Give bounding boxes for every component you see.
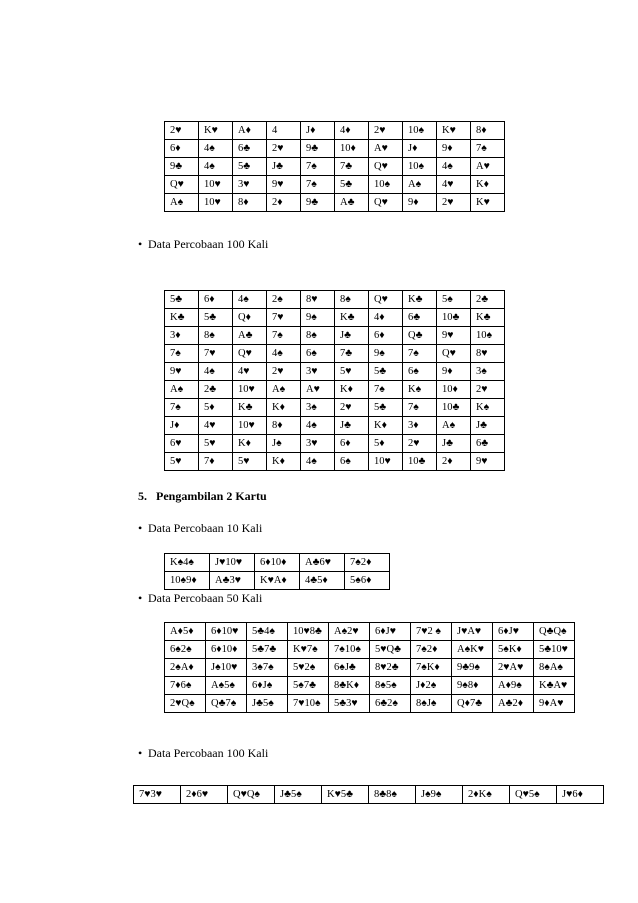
table-cell: K♦	[267, 453, 301, 471]
table-cell: 6♦10♦	[255, 554, 300, 572]
table-cell: 6♠J♣	[329, 659, 370, 677]
table-cell: A♠5♠	[206, 677, 247, 695]
table-cell: 9♠8♦	[452, 677, 493, 695]
bullet-100-kali-2	[138, 746, 269, 761]
table-cell: 10♥	[199, 176, 233, 194]
table-cell: 9♥	[437, 327, 471, 345]
table-cell: Q♥	[369, 291, 403, 309]
table-cell: 5♦	[199, 399, 233, 417]
table-cell: J♥A♥	[452, 623, 493, 641]
table-row	[165, 677, 575, 695]
table-cell: 9♦	[437, 363, 471, 381]
table-cell: 6♦10♥	[206, 623, 247, 641]
table-cell: 10♦	[437, 381, 471, 399]
table-cell: 4♦	[369, 309, 403, 327]
table-cell: J♣	[267, 158, 301, 176]
table-cell: 4♠	[199, 158, 233, 176]
table-row	[165, 435, 505, 453]
table-cell: 9♣	[301, 140, 335, 158]
table-cell: 5♦	[369, 435, 403, 453]
table-cell: 7♥	[267, 309, 301, 327]
table-cell: 4♠	[301, 417, 335, 435]
table-cell: 3♠	[301, 399, 335, 417]
table-cell: J♦	[403, 140, 437, 158]
table-cell: Q♥	[437, 345, 471, 363]
table-cell: Q♣Q♠	[534, 623, 575, 641]
table-row	[165, 345, 505, 363]
table-row	[165, 309, 505, 327]
table-cell: 8♠A♠	[534, 659, 575, 677]
table-cell: J♠10♥	[206, 659, 247, 677]
table-row	[165, 176, 505, 194]
bullet-dot: •	[138, 591, 143, 605]
table-cell: 6♦10♦	[206, 641, 247, 659]
table-cell: 8♣8♠	[369, 786, 416, 804]
table-cell: A♠K♥	[452, 641, 493, 659]
table-cell: 6♦J♥	[493, 623, 534, 641]
table-cell: 2♥	[369, 122, 403, 140]
table-cell: Q♣	[403, 327, 437, 345]
table-cell: 8♠	[301, 327, 335, 345]
table-cell: 5♥2♠	[288, 659, 329, 677]
bullet-label: Data Percobaan 50 Kali	[148, 591, 263, 605]
table-cell: Q♦7♣	[452, 695, 493, 713]
table-cell: 5♠6♦	[345, 572, 390, 590]
table-row	[165, 417, 505, 435]
bullet-label: Data Percobaan 100 Kali	[148, 746, 269, 760]
table-cell: 4♣5♦	[300, 572, 345, 590]
table-cell: A♦9♠	[493, 677, 534, 695]
table-cell: K♣	[233, 399, 267, 417]
table-cell: K♣	[335, 309, 369, 327]
table-cell: 10♥	[369, 453, 403, 471]
table-cell: J♣5♠	[275, 786, 322, 804]
table-row	[165, 453, 505, 471]
table-cell: 5♣	[233, 158, 267, 176]
table-cell: 7♠	[165, 399, 199, 417]
table-row	[165, 291, 505, 309]
table-cell: 10♠	[403, 158, 437, 176]
table-cell: K♦	[233, 435, 267, 453]
table-cell: K♠4♠	[165, 554, 210, 572]
table-cell: 7♠2♦	[345, 554, 390, 572]
table-cell: 7♠	[301, 176, 335, 194]
table-cell: 5♥	[335, 363, 369, 381]
table-cell: 10♣	[437, 399, 471, 417]
table-row	[165, 695, 575, 713]
table-cell: Q♦	[233, 309, 267, 327]
table-cell: 7♠	[267, 327, 301, 345]
table-cell: A♠2♥	[329, 623, 370, 641]
table-cell: 9♣9♠	[452, 659, 493, 677]
table-cell: 6♦J♥	[370, 623, 411, 641]
table-cell: 6♣	[233, 140, 267, 158]
table-cell: 2♥	[471, 381, 505, 399]
table-cell: J♠9♠	[416, 786, 463, 804]
table-cell: Q♥	[233, 345, 267, 363]
table-cell: A♠	[437, 417, 471, 435]
table-cell: 5♣10♥	[534, 641, 575, 659]
table-cell: 2♠	[267, 291, 301, 309]
table-cell: 3♠7♠	[247, 659, 288, 677]
table-cell: 8♥	[301, 291, 335, 309]
table-row	[134, 786, 604, 804]
table-cell: 5♠7♣	[288, 677, 329, 695]
table-cell: 10♥	[199, 194, 233, 212]
table-cell: K♣	[403, 291, 437, 309]
table-cell: A♣2♦	[493, 695, 534, 713]
table-cell: 7♦	[199, 453, 233, 471]
table-cell: 2♥	[267, 363, 301, 381]
table-cell: 9♦	[437, 140, 471, 158]
table-cell: 9♦	[403, 194, 437, 212]
table-cell: 4♠	[301, 453, 335, 471]
table-cell: 10♦	[335, 140, 369, 158]
table-cell: 8♠5♠	[370, 677, 411, 695]
table-cell: 7♦6♠	[165, 677, 206, 695]
table-row	[165, 399, 505, 417]
table-cell: 6♦	[165, 140, 199, 158]
table-cell: A♥	[301, 381, 335, 399]
table-cell: 6♥	[165, 435, 199, 453]
table-cell: K♦	[369, 417, 403, 435]
table-cell: 2♠A♦	[165, 659, 206, 677]
table-cell: K♥	[471, 194, 505, 212]
table-cell: A♣	[233, 327, 267, 345]
bullet-label: Data Percobaan 100 Kali	[148, 237, 269, 251]
table-cell: 8♠J♠	[411, 695, 452, 713]
table-cell: 3♠	[471, 363, 505, 381]
table-cell: 3♥	[301, 435, 335, 453]
table-cell: 2♣	[199, 381, 233, 399]
table-cell: 3♥	[233, 176, 267, 194]
table-cell: A♣6♥	[300, 554, 345, 572]
table-cell: 5♥	[233, 453, 267, 471]
table-cell: 10♥	[233, 381, 267, 399]
table-cell: 10♠9♦	[165, 572, 210, 590]
table-row	[165, 572, 390, 590]
table-cell: 5♣7♣	[247, 641, 288, 659]
table-cell: 4	[267, 122, 301, 140]
table-cell: 4♥	[437, 176, 471, 194]
table-cell: A♦5♦	[165, 623, 206, 641]
table-100-results	[164, 290, 505, 471]
table-row	[165, 363, 505, 381]
table-cell: J♦2♠	[411, 677, 452, 695]
table-cell: 3♦	[403, 417, 437, 435]
bullet-100-kali-1	[138, 237, 269, 252]
table-cell: 10♥8♣	[288, 623, 329, 641]
table-cell: A♥	[369, 140, 403, 158]
table-cell: 3♥	[301, 363, 335, 381]
bullet-50-kali	[138, 591, 263, 606]
table-cell: J♣	[335, 327, 369, 345]
table-cell: K♣	[471, 309, 505, 327]
table-cell: K♥	[437, 122, 471, 140]
table-cell: Q♥Q♠	[228, 786, 275, 804]
table-cell: 7♠10♠	[329, 641, 370, 659]
table-cell: A♣	[335, 194, 369, 212]
table-cell: J♦	[301, 122, 335, 140]
table-cell: 10♥	[233, 417, 267, 435]
table-cell: 9♥	[165, 363, 199, 381]
table-cell: 8♣K♦	[329, 677, 370, 695]
table-cell: 3♦	[165, 327, 199, 345]
table-cell: 7♠	[165, 345, 199, 363]
table-cell: J♦	[165, 417, 199, 435]
table-cell: 9♣	[165, 158, 199, 176]
bullet-dot: •	[138, 521, 143, 535]
table-cell: 5♥Q♣	[370, 641, 411, 659]
table-cell: A♠	[165, 381, 199, 399]
table-cell: 6♣	[403, 309, 437, 327]
table-cell: 2♣	[471, 291, 505, 309]
table-cell: J♠	[267, 435, 301, 453]
table-cell: 6♣2♠	[370, 695, 411, 713]
table-cell: 5♣	[369, 399, 403, 417]
table-cell: 6♦	[335, 435, 369, 453]
table-cell: 2♦K♠	[463, 786, 510, 804]
table-cell: 9♥	[471, 453, 505, 471]
table-cell: K♥5♣	[322, 786, 369, 804]
table-cell: A♠	[267, 381, 301, 399]
bullet-10-kali	[138, 521, 263, 536]
table-row	[165, 554, 390, 572]
table-cell: 8♥	[471, 345, 505, 363]
table-cell: 7♠	[403, 345, 437, 363]
table-cell: 5♣3♥	[329, 695, 370, 713]
table-cell: 7♠	[301, 158, 335, 176]
table-cell: 7♠2♦	[411, 641, 452, 659]
table-cell: 5♥	[165, 453, 199, 471]
table-row	[165, 158, 505, 176]
table-cell: 5♣	[369, 363, 403, 381]
table-cell: 7♥2 ♠	[411, 623, 452, 641]
table-cell: A♠	[165, 194, 199, 212]
table-cell: 10♠	[369, 176, 403, 194]
table-row	[165, 122, 505, 140]
table-cell: 9♣	[301, 194, 335, 212]
table-cell: Q♣7♠	[206, 695, 247, 713]
table-cell: A♣3♥	[210, 572, 255, 590]
section-heading-text: 5. Pengambilan 2 Kartu	[138, 489, 267, 503]
table-cell: 4♠	[267, 345, 301, 363]
table-cell: 8♦	[471, 122, 505, 140]
table-cell: 4♥	[199, 417, 233, 435]
table-row	[165, 381, 505, 399]
bullet-label: Data Percobaan 10 Kali	[148, 521, 263, 535]
table-cell: 4♠	[233, 291, 267, 309]
table-top-results	[164, 121, 505, 212]
table-row	[165, 140, 505, 158]
table-cell: J♣	[335, 417, 369, 435]
table-cell: 7♥	[199, 345, 233, 363]
table-cell: J♣	[437, 435, 471, 453]
table-cell: 10♠	[471, 327, 505, 345]
table-cell: A♥	[471, 158, 505, 176]
table-row	[165, 641, 575, 659]
table-cell: K♦	[335, 381, 369, 399]
table-cell: 2♦6♥	[181, 786, 228, 804]
table-cell: 2♦	[437, 453, 471, 471]
bullet-dot: •	[138, 746, 143, 760]
table-cell: 8♥2♣	[370, 659, 411, 677]
table-cell: 2♥	[267, 140, 301, 158]
table-cell: 6♦	[199, 291, 233, 309]
table-cell: K♥7♠	[288, 641, 329, 659]
table-cell: 8♦	[233, 194, 267, 212]
table-cell: 4♠	[199, 140, 233, 158]
table-cell: 5♠K♦	[493, 641, 534, 659]
table-row	[165, 194, 505, 212]
table-cell: 4♠	[199, 363, 233, 381]
table-cell: 4♠	[437, 158, 471, 176]
table-cell: Q♥5♠	[510, 786, 557, 804]
table-cell: 5♣	[165, 291, 199, 309]
table-cell: 9♥	[267, 176, 301, 194]
table-cell: 9♠	[301, 309, 335, 327]
table-cell: 2♥	[437, 194, 471, 212]
table-cell: J♥6♦	[557, 786, 604, 804]
table-cell: 10♠	[403, 122, 437, 140]
table-cell: K♣	[165, 309, 199, 327]
table-cell: 5♥	[199, 435, 233, 453]
table-cell: 4♥	[233, 363, 267, 381]
table-cell: 6♣	[471, 435, 505, 453]
table-cell: Q♥	[369, 194, 403, 212]
table-cell: 5♠	[437, 291, 471, 309]
table-cell: K♠	[403, 381, 437, 399]
table-cell: K♦	[471, 176, 505, 194]
table-cell: 6♦	[369, 327, 403, 345]
table-cell: 7♠	[369, 381, 403, 399]
table-cell: J♥10♥	[210, 554, 255, 572]
table-cell: 6♦J♠	[247, 677, 288, 695]
table-cell: 2♦	[267, 194, 301, 212]
table-cell: 2♥	[403, 435, 437, 453]
table-cell: 2♥Q♠	[165, 695, 206, 713]
table-cell: 5♣	[199, 309, 233, 327]
table-cell: 7♥3♥	[134, 786, 181, 804]
bullet-dot: •	[138, 237, 143, 251]
table-row	[165, 659, 575, 677]
table-cell: 8♠	[199, 327, 233, 345]
table-cell: K♥	[199, 122, 233, 140]
table-cell: 7♣	[335, 345, 369, 363]
section-heading	[138, 489, 267, 504]
table-cell: 7♥10♠	[288, 695, 329, 713]
table-cell: Q♥	[369, 158, 403, 176]
table-cell: 6♠	[403, 363, 437, 381]
table-2-card-50	[164, 622, 575, 713]
table-cell: 5♣	[335, 176, 369, 194]
table-cell: Q♥	[165, 176, 199, 194]
table-cell: A♠	[403, 176, 437, 194]
table-cell: K♠	[471, 399, 505, 417]
table-cell: A♦	[233, 122, 267, 140]
table-cell: 7♠K♦	[411, 659, 452, 677]
table-cell: 2♥A♥	[493, 659, 534, 677]
table-row	[165, 327, 505, 345]
table-cell: 2♥	[165, 122, 199, 140]
table-cell: 4♦	[335, 122, 369, 140]
table-2-card-10	[164, 553, 390, 590]
table-cell: 5♣4♠	[247, 623, 288, 641]
table-cell: 2♥	[335, 399, 369, 417]
table-cell: 6♠	[301, 345, 335, 363]
table-cell: 8♦	[267, 417, 301, 435]
table-cell: 8♠	[335, 291, 369, 309]
table-cell: K♦	[267, 399, 301, 417]
table-cell: 6♠	[335, 453, 369, 471]
table-cell: J♣5♠	[247, 695, 288, 713]
table-cell: 10♣	[437, 309, 471, 327]
table-2-card-100	[133, 785, 604, 804]
table-cell: 7♣	[335, 158, 369, 176]
table-cell: 7♠	[403, 399, 437, 417]
table-cell: K♥A♦	[255, 572, 300, 590]
table-cell: 9♦A♥	[534, 695, 575, 713]
table-cell: J♣	[471, 417, 505, 435]
table-cell: 7♠	[471, 140, 505, 158]
table-cell: 6♠2♠	[165, 641, 206, 659]
table-cell: 10♣	[403, 453, 437, 471]
table-cell: 9♠	[369, 345, 403, 363]
table-cell: K♣A♥	[534, 677, 575, 695]
table-row	[165, 623, 575, 641]
